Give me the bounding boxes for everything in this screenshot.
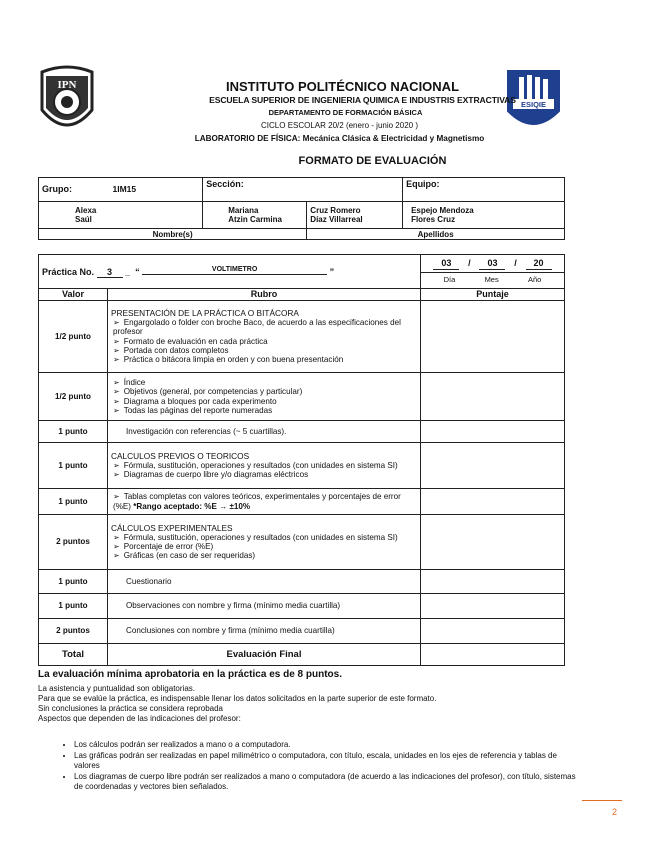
table-row: [39, 644, 565, 666]
team-label: Equipo:: [406, 179, 440, 189]
arrow-bullet-icon: ➢: [113, 551, 120, 561]
date-day: 03: [433, 259, 459, 269]
row-text: Investigación con referencias (~ 5 cuartillas).: [108, 421, 421, 443]
arrow-bullet-icon: ➢: [113, 345, 120, 355]
row-text: Conclusiones con nombre y firma (mínimo media cuartilla): [108, 619, 421, 644]
rubro-item: Índice: [123, 378, 146, 388]
date-cell: 03 / 03 / 20 Día Mes Año: [421, 255, 565, 289]
evaluation-table: [38, 254, 565, 666]
notes: [38, 684, 598, 724]
school-cycle: CICLO ESCOLAR 20/2 (enero - junio 2020 ): [261, 121, 418, 130]
group-label: Grupo:: [42, 184, 72, 194]
team-cell: [403, 178, 565, 202]
arrow-bullet-icon: ➢: [113, 378, 120, 388]
first-surnames: Cruz Romero Díaz Villarreal: [307, 202, 403, 229]
score-cell[interactable]: [421, 570, 565, 594]
group-info-table: [38, 177, 565, 240]
table-row: [39, 619, 565, 644]
score-cell[interactable]: [421, 301, 565, 373]
surnames-label: Apellidos: [307, 229, 565, 240]
arrow-bullet-icon: ➢: [113, 336, 120, 346]
table-row: [39, 515, 565, 570]
esiqie-logo-text: ESIQIE: [520, 100, 547, 109]
score-cell[interactable]: [421, 619, 565, 644]
arrow-bullet-icon: ➢: [113, 387, 120, 397]
arrow-bullet-icon: ➢: [113, 542, 120, 551]
arrow-bullet-icon: ➢: [113, 460, 120, 470]
score-cell[interactable]: [421, 421, 565, 443]
rubro-item: Gráficas (en caso de ser requeridas): [123, 551, 256, 561]
error-range: *Rango aceptado: %E → ±10%: [133, 501, 251, 511]
year-label: Año: [528, 274, 542, 284]
note-line: Para que se evalúe la práctica, es indispensable llenar los datos solicitados en la parte superior de este formato.: [38, 694, 437, 703]
row-value: 2 puntos: [39, 619, 108, 644]
table-row: [39, 570, 565, 594]
row-value: 1 punto: [39, 570, 108, 594]
row-rubro: [108, 489, 421, 515]
score-cell[interactable]: [421, 594, 565, 619]
date-month: 03: [479, 259, 505, 269]
rubro-item: Todas las páginas del reporte numeradas: [123, 405, 273, 415]
row-value: 1 punto: [39, 594, 108, 619]
rubro-item: Formato de evaluación en cada práctica: [123, 336, 268, 346]
row-title: CÁLCULOS EXPERIMENTALES: [111, 522, 233, 533]
rubro-item: Porcentaje de error (%E): [123, 542, 214, 551]
arrow-bullet-icon: ➢: [113, 396, 120, 406]
rubro-item: Diagramas de cuerpo libre y/o diagramas eléctricos: [123, 470, 309, 480]
rubro-item: Portada con datos completos: [123, 345, 229, 355]
valor-header: Valor: [39, 289, 108, 301]
row-rubro: [108, 443, 421, 489]
table-row: [39, 421, 565, 443]
score-cell[interactable]: [421, 373, 565, 421]
row-value: 1/2 punto: [39, 373, 108, 421]
arrow-bullet-icon: ➢: [113, 318, 120, 328]
note-line: Aspectos que dependen de las indicaciones del profesor:: [38, 714, 241, 723]
rubro-item: Engargolado o folder con broche Baco, de acuerdo a las especificaciones del profesor: [113, 318, 401, 337]
table-row: [39, 301, 565, 373]
note-line: La asistencia y puntualidad son obligatorias.: [38, 684, 195, 693]
aspect-item: • Los diagramas de cuerpo libre podrán ser realizados a mano o computadora (de acuerdo a las indicaciones del profesor), con título, sistemas de coordenadas y vectores bien señalados.: [74, 772, 578, 792]
score-cell[interactable]: [421, 644, 565, 666]
row-value: 1 punto: [39, 489, 108, 515]
first-names: Alexa Saúl: [39, 202, 203, 229]
section-label: Sección:: [206, 179, 244, 189]
puntaje-header: Puntaje: [421, 289, 565, 301]
row-rubro: [108, 515, 421, 570]
note-line: Sin conclusiones la práctica se considera reprobada: [38, 704, 223, 713]
group-value: 1IM15: [112, 184, 137, 194]
group-cell: [39, 178, 203, 202]
names-label: Nombre(s): [39, 229, 307, 240]
ipn-logo-text: IPN: [57, 79, 77, 91]
score-cell[interactable]: [421, 515, 565, 570]
row-rubro: [108, 301, 421, 373]
row-value: 1 punto: [39, 421, 108, 443]
row-title: CALCULOS PREVIOS O TEORICOS: [111, 450, 250, 461]
rubro-item: Práctica o bitácora limpia en orden y con buena presentación: [123, 354, 344, 364]
middle-names: Mariana Atzin Carmina: [203, 202, 307, 229]
aspect-item: • Las gráficas podrán ser realizadas en papel milimétrico o computadora, con título, escala, unidades en los ejes de referencia y tablas de valores: [74, 751, 578, 771]
arrow-bullet-icon: ➢: [113, 405, 120, 415]
form-title: FORMATO DE EVALUACIÓN: [298, 155, 447, 167]
second-surnames: Espejo Mendoza Flores Cruz: [403, 202, 565, 229]
practice-number: 3: [97, 268, 123, 278]
practice-cell: Práctica No. 3 _ “ VOLTIMETRO ”: [39, 255, 421, 289]
row-value: Total: [39, 644, 108, 666]
table-row: [39, 594, 565, 619]
month-label: Mes: [484, 274, 499, 284]
arrow-bullet-icon: ➢: [113, 532, 120, 542]
rubro-item: Objetivos (general, por competencias y particular): [123, 387, 303, 397]
aspect-item: • Los cálculos podrán ser realizados a mano o a computadora.: [74, 740, 578, 750]
arrow-bullet-icon: ➢: [113, 470, 120, 480]
practice-name: VOLTIMETRO: [142, 265, 327, 275]
row-rubro: [108, 373, 421, 421]
rubro-item: Diagrama a bloques por cada experimento: [123, 396, 277, 406]
score-cell[interactable]: [421, 489, 565, 515]
min-passing-note: La evaluación mínima aprobatoria en la práctica es de 8 puntos.: [38, 669, 342, 680]
score-cell[interactable]: [421, 443, 565, 489]
page-number-rule: [582, 800, 622, 801]
rubro-item: Tablas completas con valores teóricos, experimentales y porcentajes de error (%E): [113, 492, 401, 511]
row-value: 1/2 punto: [39, 301, 108, 373]
department-name: DEPARTAMENTO DE FORMACIÓN BÁSICA: [268, 108, 423, 115]
table-row: [39, 373, 565, 421]
rubro-item: Fórmula, sustitución, operaciones y resultados (con unidades en sistema SI): [123, 532, 398, 542]
table-row: [39, 443, 565, 489]
practice-label: Práctica No.: [42, 266, 95, 277]
institute-title: INSTITUTO POLITÉCNICO NACIONAL: [225, 79, 460, 94]
section-cell: [203, 178, 403, 202]
lab-name: LABORATORIO DE FÍSICA: Mecánica Clásica & Electricidad y Magnetismo: [194, 134, 485, 143]
table-row: [39, 489, 565, 515]
day-label: Día: [443, 274, 456, 284]
arrow-bullet-icon: ➢: [113, 354, 120, 364]
row-value: 1 punto: [39, 443, 108, 489]
row-title: PRESENTACIÓN DE LA PRÁCTICA O BITÁCORA: [111, 307, 299, 318]
rubro-item: Fórmula, sustitución, operaciones y resultados (con unidades en sistema SI): [123, 460, 398, 470]
row-text: Cuestionario: [108, 570, 421, 594]
row-text: Observaciones con nombre y firma (mínimo media cuartilla): [108, 594, 421, 619]
page-number: 2: [611, 807, 617, 817]
arrow-bullet-icon: ➢: [113, 492, 120, 502]
rubro-header: Rubro: [108, 289, 421, 301]
date-year: 20: [526, 259, 552, 269]
aspects-list: [58, 740, 578, 793]
row-value: 2 puntos: [39, 515, 108, 570]
school-name: ESCUELA SUPERIOR DE INGENIERIA QUIMICA E INDUSTRIS EXTRACTIVAS: [209, 95, 516, 105]
row-text: Evaluación Final: [108, 644, 421, 666]
